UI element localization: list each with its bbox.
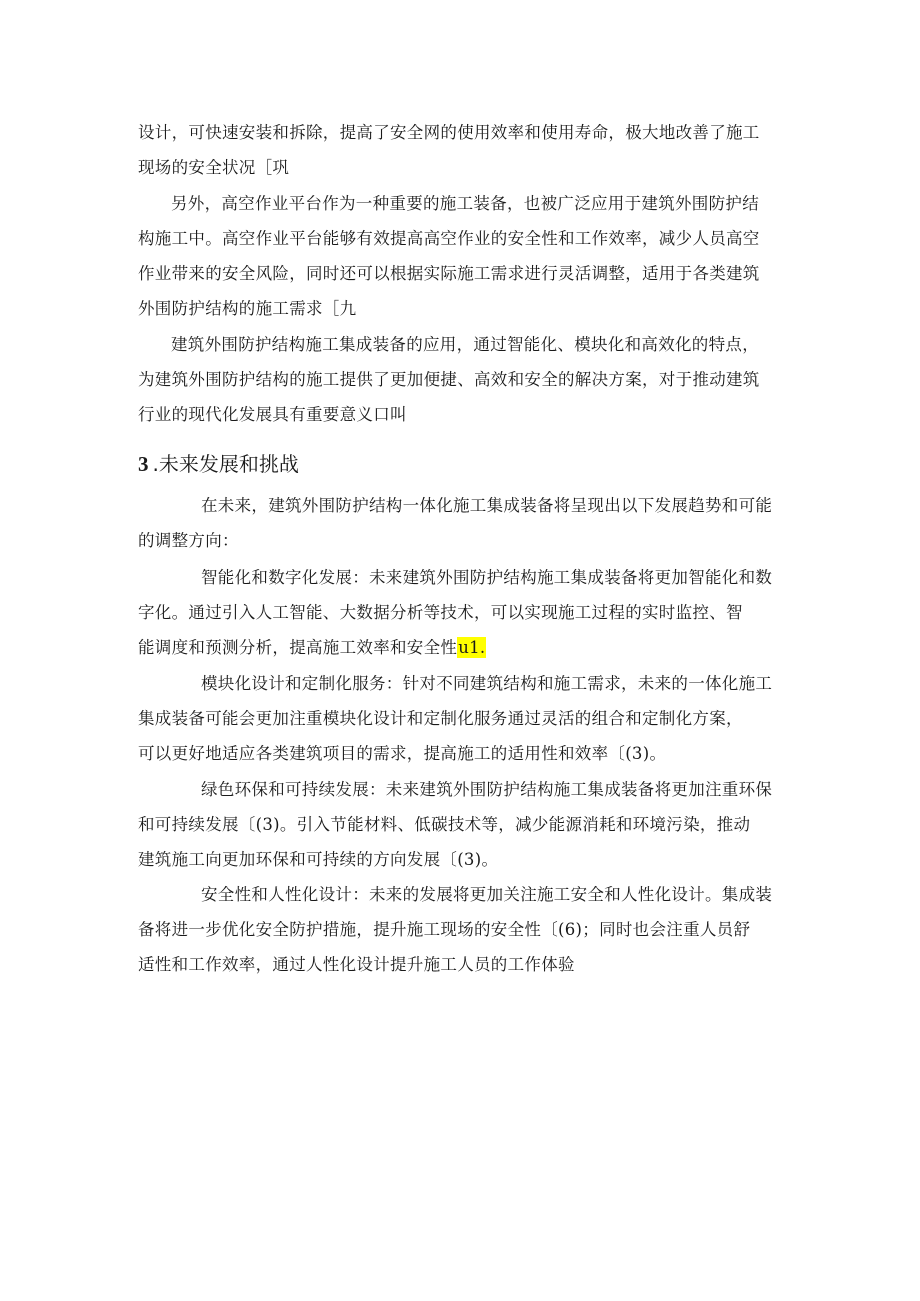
text-line: 在未来，建筑外围防护结构一体化施工集成装备将呈现出以下发展趋势和可能 [201,496,773,515]
paragraph [138,560,783,665]
text-line: 建筑施工向更加环保和可持续的方向发展〔(3)。 [138,850,499,869]
text-line: 适性和工作效率，通过人性化设计提升施工人员的工作体验 [138,955,575,974]
text-line: 安全性和人性化设计：未来的发展将更加关注施工安全和人性化设计。集成装 [201,885,773,904]
text-line: 现场的安全状况［巩 [138,158,290,177]
text-line: 备将进一步优化安全防护措施，提升施工现场的安全性〔(6)；同时也会注重人员舒 [138,920,751,939]
text-line: 字化。通过引入人工智能、大数据分析等技术，可以实现施工过程的实时监控、智 [138,603,743,622]
text-line: 的调整方向： [138,531,239,550]
text-line: 智能化和数字化发展：未来建筑外围防护结构施工集成装备将更加智能化和数 [201,568,773,587]
paragraph [138,772,783,877]
text-line: 为建筑外围防护结构的施工提供了更加便捷、高效和安全的解决方案，对于推动建筑 [138,370,760,389]
text-line: 构施工中。高空作业平台能够有效提高高空作业的安全性和工作效率，减少人员高空 [138,229,760,248]
text-line: 行业的现代化发展具有重要意义口叫 [138,405,407,424]
text-line: 绿色环保和可持续发展：未来建筑外围防护结构施工集成装备将更加注重环保 [201,780,773,799]
paragraph [138,666,783,771]
section-number: 3 [138,452,149,476]
text-line [138,630,783,665]
section-heading [138,448,299,480]
paragraph [138,327,783,432]
text-line: 设计，可快速安装和拆除，提高了安全网的使用效率和使用寿命，极大地改善了施工 [138,123,760,142]
text-line: 另外，高空作业平台作为一种重要的施工装备，也被广泛应用于建筑外围防护结 [171,194,759,213]
section-title: .未来发展和挑战 [152,452,299,476]
text-line: 作业带来的安全风险，同时还可以根据实际施工需求进行灵活调整，适用于各类建筑 [138,264,760,283]
text-segment: 能调度和预测分析，提高施工效率和安全性 [138,638,458,657]
text-line: 模块化设计和定制化服务：针对不同建筑结构和施工需求，未来的一体化施工 [201,674,773,693]
paragraph [138,115,783,185]
highlighted-citation: u1. [458,638,486,657]
text-line: 建筑外围防护结构施工集成装备的应用，通过智能化、模块化和高效化的特点， [171,335,759,354]
paragraph [138,186,783,326]
paragraph [138,488,783,558]
text-line: 和可持续发展〔(3)。引入节能材料、低碳技术等，减少能源消耗和环境污染，推动 [138,815,751,834]
text-line: 外围防护结构的施工需求［九 [138,299,357,318]
text-line: 可以更好地适应各类建筑项目的需求，提高施工的适用性和效率〔(3)。 [138,744,667,763]
text-line: 集成装备可能会更加注重模块化设计和定制化服务通过灵活的组合和定制化方案， [138,709,743,728]
paragraph [138,877,783,982]
